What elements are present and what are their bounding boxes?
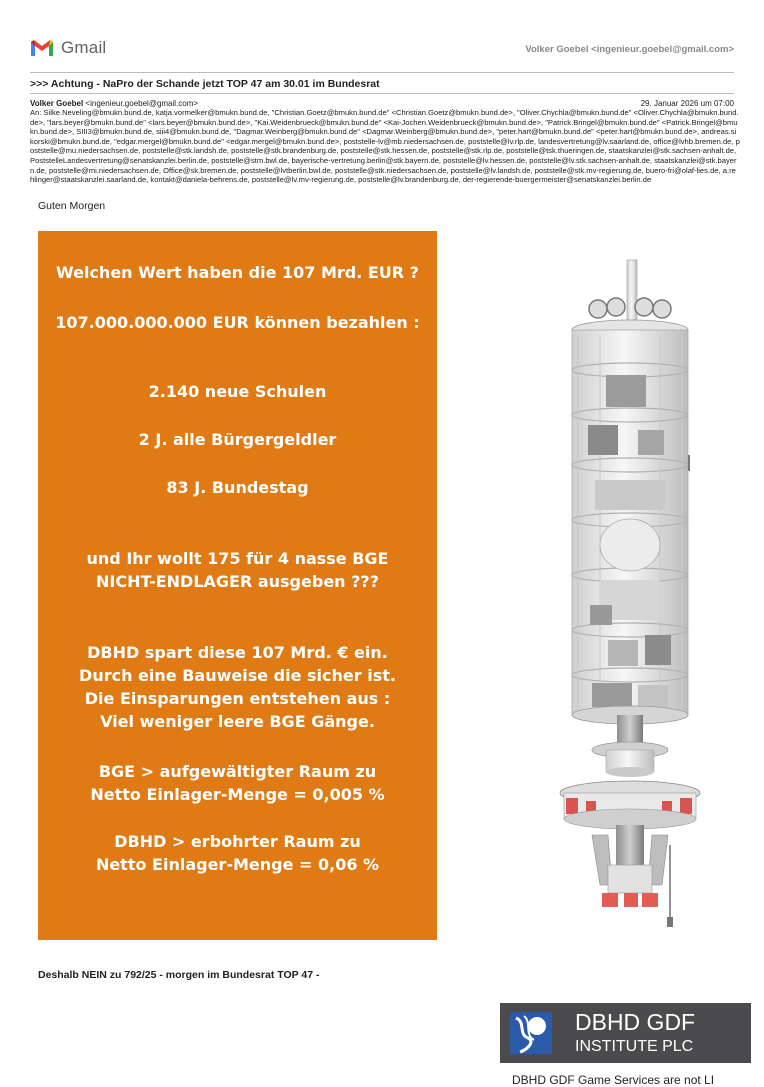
sender (30, 99, 198, 108)
email-subject: >>> Achtung - NaPro der Schande jetzt TOP 47 am 30.01 im Bundesrat (30, 78, 380, 90)
recipients-list: An: Silke.Neveling@bmukn.bund.de, katja.vormelker@bmukn.bund.de, "Christian.Goetz@bmukn.bund.de" <Christian.Goetz@bmukn.bund.de>, "Oliver.Chychla@bmukn.bund.de" <Oliver.Chychla@bmukn.bund.de>, "lars.beyer@bmukn.bund.de" <lars.beyer@bmukn.bund.de>, "Kai.Weidenbrueck@bmukn.bund.de" <Kai-Jochen.Weidenbrueck@bmukn.bund.de>, "Patrick.Bringel@bmukn.bund.de" <Patrick.Bringel@bmukn.bund.de>, SIII3@bmukn.bund.de, siii4@bmukn.bund.de, "Dagmar.Weinberg@bmukn.bund.de" <Dagmar.Weinberg@bmukn.bund.de>, "peter.hart@bmukn.bund.de" <peter.hart@bmukn.bund.de>, andreas.sikorski@bmukn.bund.de, "edgar.mergel@bmukn.bund.de" <edgar.mergel@bmukn.bund.de>, poststelle-lv@mb.niedersachsen.de, poststelle@lv.rlp.de, landesvertretung@lv.saarland.de, office@lvhb.bremen.de, poststelle@mu.niedersachsen.de, poststelle@stk.landsh.de, poststelle@stk.brandenburg.de, poststelle@stk.hessen.de, poststelle@stk.rlp.de, poststelle@tsk.thueringen.de, staatskanzlei@stk.sachsen-anhalt.de, PoststelleLandesvertretung@senatskanzlei.berlin.de, poststelle@stm.bwl.de, bayerische-vertretung.berlin@stk.bayern.de, poststelle@lv.hessen.de, poststelle@lv.stk.sachsen-anhalt.de, staatskanzlei@stk.bayern.de, poststelle@mi.niedersachsen.de, Office@sk.bremen.de, poststelle@lvtberlin.bwl.de, poststelle@stk.niedersachsen.de, poststelle@lv.landsh.de, poststelle@stk.mv-regierung.de, buero-fri@olaf-lies.de, a.rehlinger@staatskanzlei.saarland.de, kontakt@daniela-behrens.de, poststelle@lv.mv-regierung.de, poststelle@lv.brandenburg.de, der-regierende-buergermeister@senatskanzlei.berlin.de (30, 108, 740, 185)
divider (30, 72, 734, 73)
gmail-m-icon (30, 39, 54, 57)
panel-line: Netto Einlager-Menge = 0,005 % (90, 785, 385, 804)
panel-line: 83 J. Bundestag (166, 478, 309, 497)
divider (30, 93, 734, 94)
logo-name: DBHD GDF (575, 1009, 696, 1035)
email-date: 29. Januar 2026 um 07:00 (640, 99, 734, 108)
panel-line: DBHD > erbohrter Raum zu (114, 832, 361, 851)
panel-line: DBHD spart diese 107 Mrd. € ein. (87, 643, 388, 662)
sender-name: Volker Goebel (30, 99, 84, 108)
gmail-logo (30, 38, 110, 60)
panel-line: und Ihr wollt 175 für 4 nasse BGE (86, 549, 389, 568)
sender-address: <ingenieur.goebel@gmail.com> (83, 99, 199, 108)
panel-line: 107.000.000.000 EUR können bezahlen : (55, 313, 420, 332)
dbhd-emblem-icon (510, 1012, 552, 1054)
panel-line: Viel weniger leere BGE Gänge. (100, 712, 375, 731)
gmail-wordmark: Gmail (61, 38, 107, 57)
panel-line: NICHT-ENDLAGER ausgeben ??? (96, 572, 379, 591)
drill-tower-illustration (520, 245, 720, 945)
panel-line: Netto Einlager-Menge = 0,06 % (95, 855, 380, 874)
panel-line: 2.140 neue Schulen (148, 382, 327, 401)
logo-subtitle: INSTITUTE PLC (575, 1038, 694, 1055)
panel-line: Durch eine Bauweise die sicher ist. (79, 666, 396, 685)
footer-text: DBHD GDF Game Services are not LI (512, 1073, 715, 1087)
account-label: Volker Goebel <ingenieur.goebel@gmail.com> (525, 44, 734, 55)
panel-line: 2 J. alle Bürgergeldler (138, 430, 337, 449)
panel-line: Welchen Wert haben die 107 Mrd. EUR ? (56, 263, 419, 282)
orange-info-panel (38, 231, 437, 940)
panel-line: Die Einsparungen entstehen aus : (84, 689, 391, 708)
greeting: Guten Morgen (38, 200, 106, 212)
closing-line: Deshalb NEIN zu 792/25 - morgen im Bundesrat TOP 47 - (38, 969, 320, 981)
panel-line: BGE > aufgewältigter Raum zu (98, 762, 377, 781)
dbhd-gdf-logo (500, 1003, 751, 1063)
